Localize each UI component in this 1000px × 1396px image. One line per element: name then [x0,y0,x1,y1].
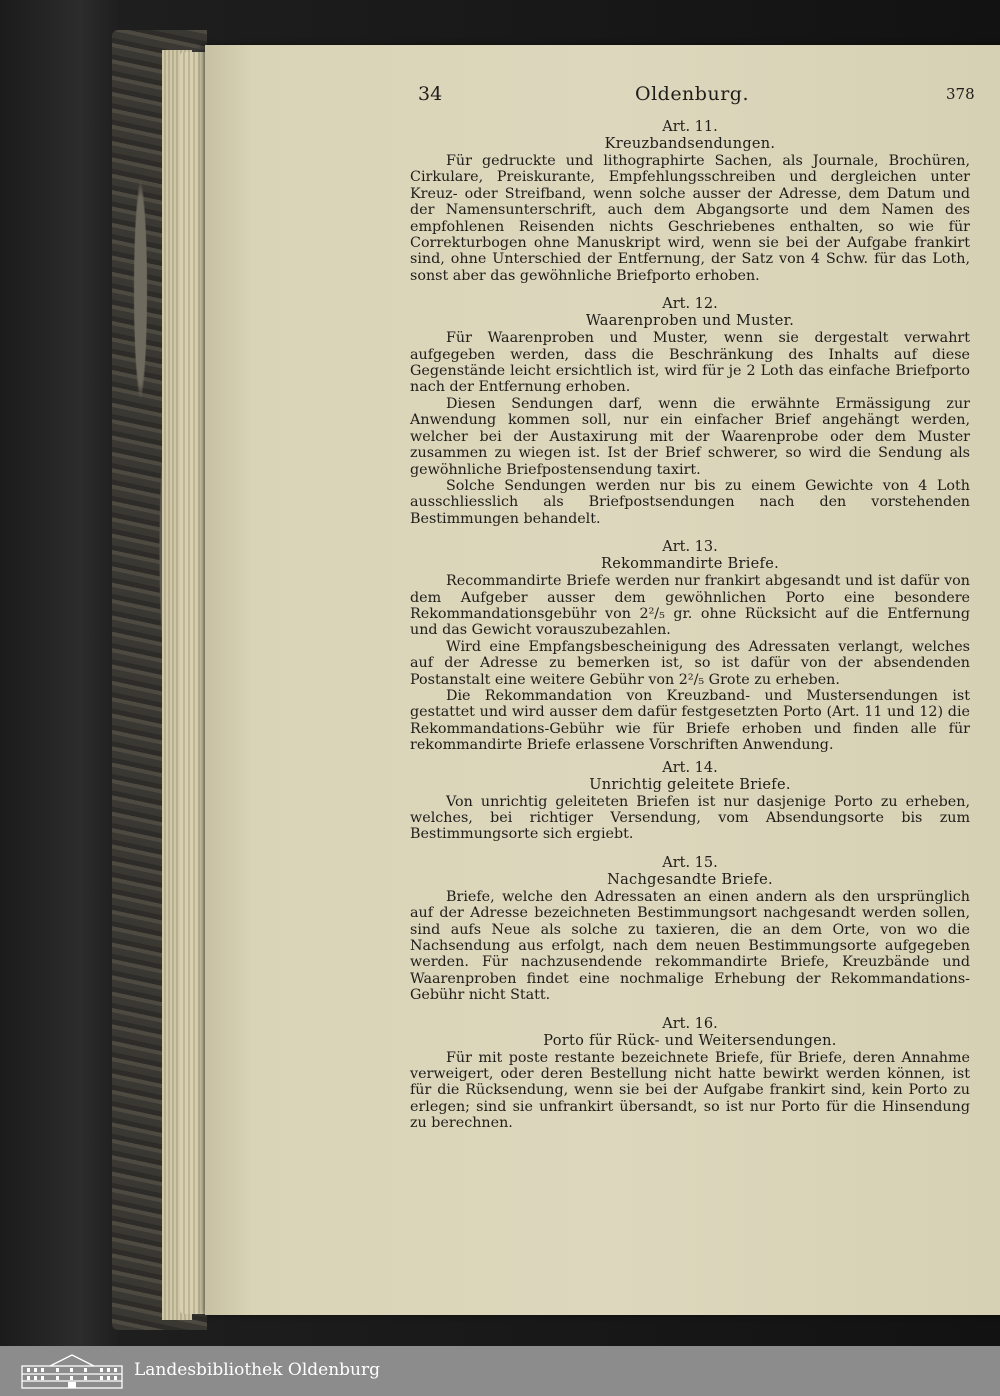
article-number: Art. 11. [662,119,718,135]
paragraph: Solche Sendungen werden nur bis zu einem Gewichte von 4 Loth ausschliesslich als Briefpostsendungen nach den vorstehenden Bestimmungen behandelt. [410,477,970,527]
library-building-icon[interactable] [20,1352,124,1390]
article-number: Art. 12. [662,296,718,313]
article-number: Art. 16. [662,1015,718,1032]
paragraph: Für mit poste restante bezeichnete Briefe, für Briefe, deren Annahme verweigert, oder deren Bestellung nicht hatte bewirkt werden können, ist für die Rücksendung, wenn sie bei der Aufgabe frankirt sind, kein Porto zu erlegen; sind sie unfrankirt übersandt, so ist nur Porto für die Hinsendung zu berechnen. [410,1049,970,1132]
article-title: Rekommandirte Briefe. [600,556,780,573]
paragraph: Von unrichtig geleiteten Briefen ist nur dasjenige Porto zu erheben, welches, bei richtiger Versendung, vom Absendungsorte bis zum Bestimmungsorte sich ergiebt. [410,793,970,843]
article-12 [410,296,970,527]
article-title: Waarenproben und Muster. [585,313,795,330]
article-number: Art. 15. [662,854,718,871]
article-16 [410,1016,970,1132]
paragraph: Diesen Sendungen darf, wenn die erwähnte Ermässigung zur Anwendung kommen soll, nur ein einfacher Brief angehängt werden, welcher bei der Austaxirung mit der Waarenprobe oder dem Muster zusammen zu wiegen ist. Ist der Brief schwerer, so wird die Sendung als gewöhnliche Briefpostensendung taxirt. [410,395,970,478]
article-11 [410,119,970,284]
paragraph: Recommandirte Briefe werden nur frankirt abgesandt und ist dafür von dem Aufgeber ausser dem gewöhnlichen Porto eine besondere Rekommandationsgebühr von 2²/₅ gr. ohne Rücksicht auf die Entfernung und das Gewicht vorauszubezahlen. [410,573,970,639]
book-page [205,45,1000,1315]
page-number-left: 34 [418,83,443,105]
paragraph: Briefe, welche den Adressaten an einen andern als den ursprünglich auf der Adresse bezeichneten Bestimmungsort nachgesandt werden sollen, sind aufs Neue als solche zu taxieren, die an dem Orte, von wo die Nachsendung aus erfolgt, nach dem neuen Bestimmungsorte aufgegeben werden. Für nachzusendende rekommandirte Briefe, Kreuzbände und Waarenproben findet eine nochmalige Erhebung der Rekommandations-Gebühr nicht Statt. [410,888,970,1004]
page-header [410,83,975,113]
article-14 [410,760,970,843]
library-name[interactable]: Landesbibliothek Oldenburg [134,1360,381,1380]
text-column [410,45,975,1132]
paragraph: Für Waarenproben und Muster, wenn sie dergestalt verwahrt aufgegeben werden, dass die Beschränkung des Inhalts auf diese Gegenstände leicht ersichtlich ist, wird für je 2 Loth das einfache Briefporto nach der Entfernung erhoben. [410,330,970,396]
article-15 [410,855,970,1004]
running-title: Oldenburg. [635,83,749,105]
paragraph: Wird eine Empfangsbescheinigung des Adressaten verlangt, welches auf der Adresse zu bemerken ist, so ist dafür von der absendenden Postanstalt eine weitere Gebühr von 2²/₅ Grote zu erheben. [410,638,970,688]
paragraph: Die Rekommandation von Kreuzband- und Mustersendungen ist gestattet und wird ausser dem dafür festgesetzten Porto (Art. 11 und 12) die Rekommandations-Gebühr wie für Briefe erhoben und finden alle für rekommandirte Briefe erlassene Vorschriften Anwendung. [410,687,970,754]
article-title: Nachgesandte Briefe. [607,871,773,888]
article-number: Art. 14. [662,759,718,776]
article-number: Art. 13. [662,539,718,556]
article-title: Porto für Rück- und Weitersendungen. [543,1032,837,1049]
paragraph: Für gedruckte und lithographirte Sachen, als Journale, Brochüren, Cirkulare, Preiskurante, Empfehlungsschreiben und dergleichen unter Kreuz- oder Streifband, wenn solche ausser der Adresse, dem Datum und der Namensunterschrift, auch dem Abgangsorte und dem Namen des empfohlenen Reisenden nichts Geschriebenes enthalten, so wie für Correkturbogen ohne Manuskript wird, wenn sie bei der Aufgabe frankirt sind, ohne Unterschied der Entfernung, der Satz von 4 Schw. für das Loth, sonst aber das gewöhnliche Briefporto erhoben. [410,153,970,284]
article-title: Kreuzbandsendungen. [604,136,776,152]
article-title: Unrichtig geleitete Briefe. [589,776,791,793]
page-number-right: 378 [946,85,975,103]
article-13 [410,539,970,753]
